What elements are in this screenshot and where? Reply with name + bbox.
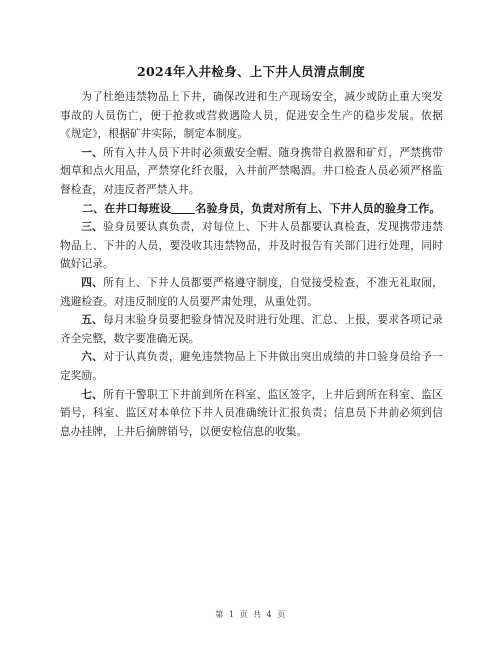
document-title: 2024年入井检身、上下井人员清点制度 <box>137 64 365 79</box>
clause-2-text-start: 二、在井口每班设 <box>82 201 172 215</box>
clause-7-text: 所有干警职工下井前到所在科室、监区签字，上井后到所在科室、监区销号，科室、监区对本单位下井人员准确统计汇报负责；信息员下井前必须到信息办挂牌，上井后摘牌销号，以便安检信息的收集。 <box>60 388 443 438</box>
clause-3 <box>60 218 443 274</box>
clause-7-number: 七、 <box>81 388 104 401</box>
clause-3-number: 三、 <box>81 221 104 234</box>
clause-1-number: 一、 <box>81 146 104 159</box>
clause-6 <box>60 348 443 385</box>
clause-6-number: 六、 <box>81 351 104 364</box>
clause-1-text: 所有入井人员下井时必须戴安全帽、随身携带自救器和矿灯，严禁携带烟草和点火用品，严禁穿化纤衣服，入井前严禁喝酒。井口检查人员必须严格监督检查，对违反者严禁入井。 <box>60 146 443 196</box>
clause-4 <box>60 274 443 311</box>
fill-in-blank <box>171 202 195 214</box>
clause-3-text: 验身员要认真负责，对每位上、下井人员都要认真检查，发现携带违禁物品上、下井的人员，要没收其违禁物品，并及时报告有关部门进行处理，同时做好记录。 <box>60 221 443 271</box>
clause-5-number: 五、 <box>81 314 104 327</box>
clause-5-text: 每月末验身员要把验身情况及时进行处理、汇总、上报，要求各项记录齐全完整，数字要准确无误。 <box>60 314 443 345</box>
clause-5 <box>60 311 443 348</box>
intro-paragraph: 为了杜绝违禁物品上下井，确保改进和生产现场安全，减少或防止重大突发事故的人员伤亡，便于抢救或营救遇险人员，促进安全生产的稳步发展。依据《规定》，根据矿井实际，制定本制度。 <box>60 91 443 141</box>
clause-2-text-end: 名验身员，负责对所有上、下井人员的验身工作。 <box>195 201 441 215</box>
clause-1 <box>60 144 443 200</box>
clause-7 <box>60 386 443 442</box>
document-body <box>60 88 443 441</box>
clause-4-number: 四、 <box>81 276 104 289</box>
clause-6-text: 对于认真负责，避免违禁物品上下井做出突出成绩的井口验身员给予一定奖励。 <box>60 351 443 382</box>
page-number-footer: 第 1 页 共 4 页 <box>215 610 287 619</box>
clause-2 <box>60 200 443 219</box>
clause-4-text: 所有上、下井人员都要严格遵守制度，自觉接受检查，不准无礼取闹，逃避检查。对违反制度的人员要严肃处理，从重处罚。 <box>60 276 443 308</box>
